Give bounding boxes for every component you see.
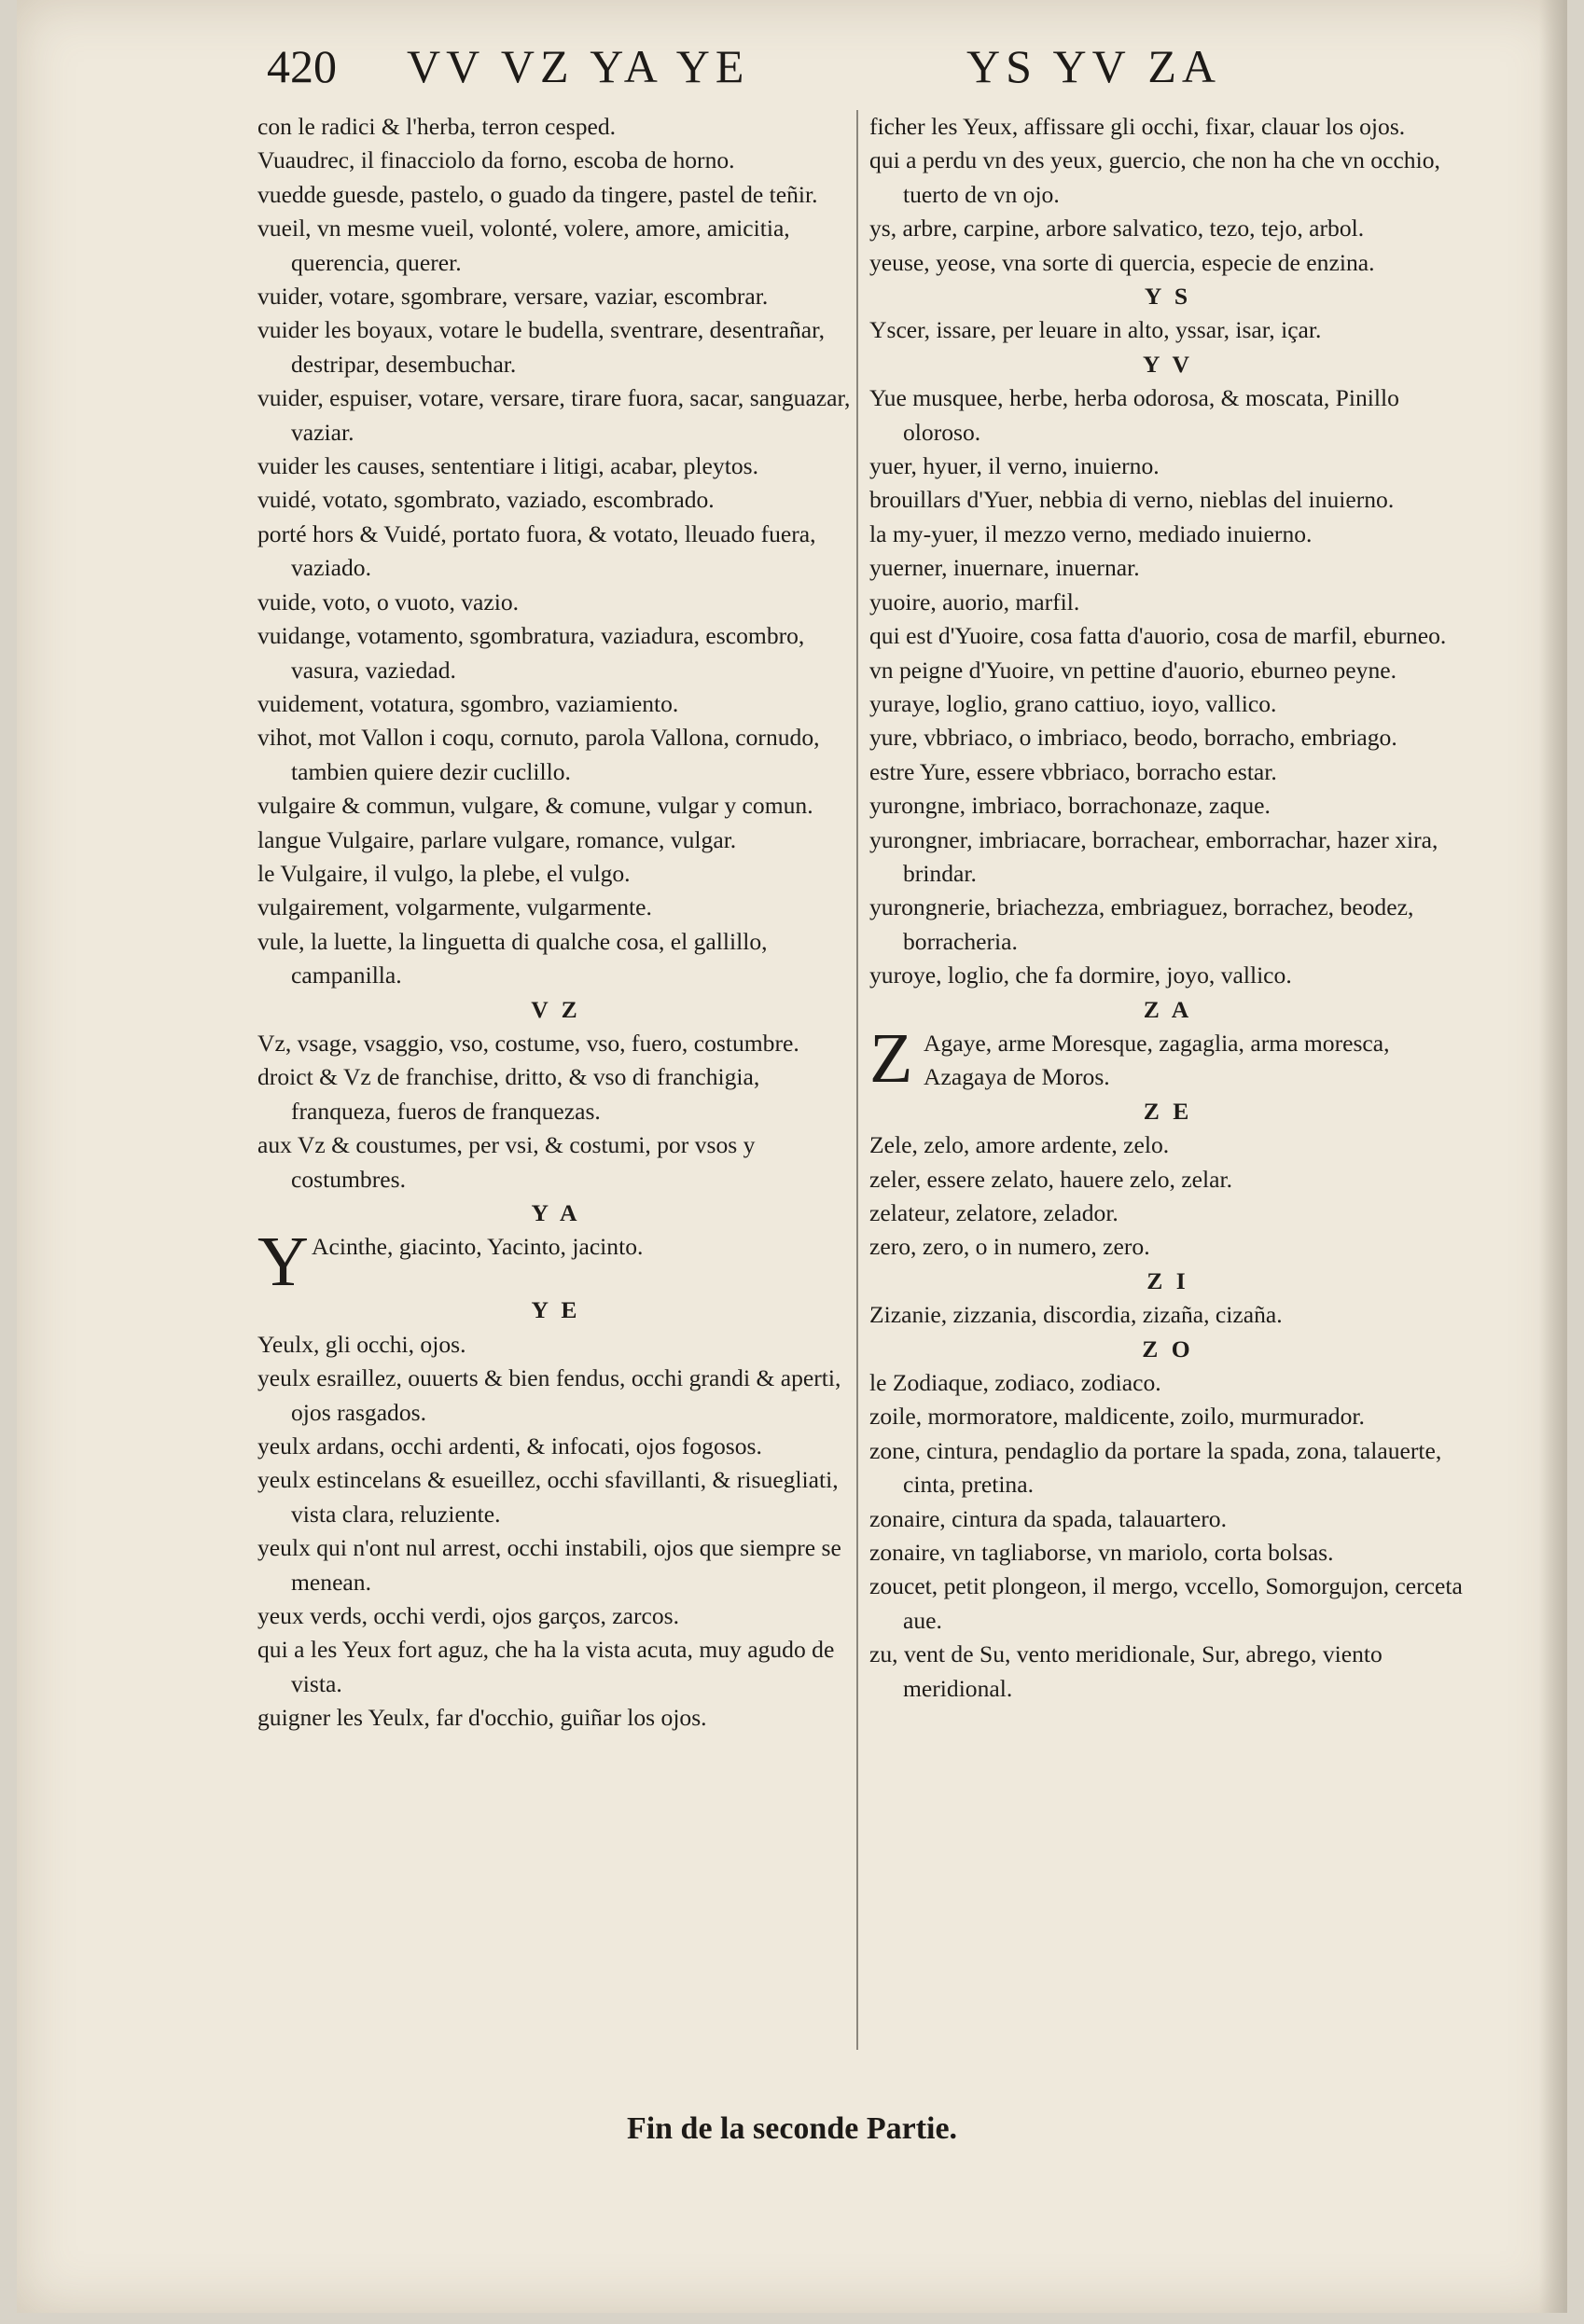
dictionary-entry: Yscer, issare, per leuare in alto, yssar, isar, içar.: [869, 316, 1322, 344]
dictionary-entry: vuedde guesde, pastelo, o guado da tingere, pastel de teñir.: [257, 180, 818, 208]
dictionary-entry: Agaye, arme Moresque, zagaglia, arma moresca, Azagaya de Moros.: [924, 1029, 1390, 1091]
dictionary-entry: zelateur, zelatore, zelador.: [869, 1199, 1119, 1226]
dictionary-entry: vuider les causes, sententiare i litigi, acabar, pleytos.: [257, 452, 758, 480]
page-header: [267, 39, 1396, 104]
dictionary-entry: Acinthe, giacinto, Yacinto, jacinto.: [312, 1233, 644, 1261]
dictionary-entry: brouillars d'Yuer, nebbia di verno, nieblas del inuierno.: [869, 486, 1395, 514]
dictionary-entry: aux Vz & coustumes, per vsi, & costumi, por vsos y costumbres.: [257, 1131, 756, 1193]
dictionary-entry: Vuaudrec, il finacciolo da forno, escoba de horno.: [257, 146, 735, 174]
dictionary-entry: vihot, mot Vallon i coqu, cornuto, parola Vallona, cornudo, tambien quiere dezir cuclillo.: [257, 724, 820, 785]
dictionary-entry: yeulx ardans, occhi ardenti, & infocati, ojos fogosos.: [257, 1432, 762, 1460]
dictionary-entry: zoile, mormoratore, maldicente, zoilo, murmurador.: [869, 1403, 1365, 1431]
dictionary-entry: le Zodiaque, zodiaco, zodiaco.: [869, 1369, 1161, 1397]
page-number: 420: [267, 40, 337, 92]
dictionary-entry: vuide, voto, o vuoto, vazio.: [257, 588, 520, 616]
dictionary-entry: yuoire, auorio, marfil.: [869, 588, 1080, 616]
ya-drop-entry: [257, 1223, 855, 1302]
dictionary-entry: droict & Vz de franchise, dritto, & vso di franchigia, franqueza, fueros de franquezas.: [257, 1063, 760, 1125]
dictionary-entry: vulgaire & commun, vulgare, & comune, vulgar y comun.: [257, 792, 813, 820]
dictionary-entry: zero, zero, o in numero, zero.: [869, 1233, 1150, 1261]
dictionary-entry: yurongnerie, briachezza, embriaguez, borrachez, beodez, borracheria.: [869, 893, 1414, 955]
dictionary-entry: con le radici & l'herba, terron cesped.: [257, 113, 617, 140]
section-heading-zo: Z O: [1142, 1335, 1194, 1363]
section-heading-ye: Y E: [531, 1296, 581, 1324]
dictionary-entry: vuider, espuiser, votare, versare, tirare fuora, sacar, sanguazar, vaziar.: [257, 384, 851, 446]
dictionary-entry: ficher les Yeux, affissare gli occhi, fixar, clauar los ojos.: [869, 113, 1406, 140]
dictionary-entry: Yeulx, gli occhi, ojos.: [257, 1330, 466, 1358]
section-heading-za: Z A: [1143, 995, 1193, 1023]
dictionary-entry: vueil, vn mesme vueil, volonté, volere, amore, amicitia, querencia, querer.: [257, 214, 790, 276]
vv-entries: [257, 110, 855, 993]
column-divider: [856, 110, 858, 2050]
dictionary-entry: vuider, votare, sgombrare, versare, vaziar, escombrar.: [257, 283, 769, 311]
left-column: [257, 110, 855, 1736]
dictionary-entry: yuroye, loglio, che fa dormire, joyo, vallico.: [869, 961, 1292, 989]
dictionary-entry: zu, vent de Su, vento meridionale, Sur, abrego, viento meridional.: [869, 1640, 1383, 1702]
dictionary-entry: Zizanie, zizzania, discordia, zizaña, cizaña.: [869, 1301, 1283, 1329]
section-heading-vz: V Z: [531, 995, 581, 1023]
dictionary-entry: qui est d'Yuoire, cosa fatta d'auorio, cosa de marfil, eburneo.: [869, 622, 1447, 650]
dictionary-entry: vuidange, votamento, sgombratura, vaziadura, escombro, vasura, vaziedad.: [257, 622, 805, 684]
dictionary-entry: estre Yure, essere vbbriaco, borracho estar.: [869, 757, 1277, 785]
right-running-head: YS YV ZA: [966, 40, 1222, 92]
dictionary-entry: zoucet, petit plongeon, il mergo, vccello, Somorgujon, cerceta aue.: [869, 1572, 1463, 1634]
dictionary-entry: qui a les Yeux fort aguz, che ha la vista acuta, muy agudo de vista.: [257, 1636, 835, 1697]
drop-cap-y: Y: [257, 1223, 309, 1302]
dictionary-entry: yuraye, loglio, grano cattiuo, ioyo, vallico.: [869, 689, 1277, 717]
dictionary-entry: Vz, vsage, vsaggio, vso, costume, vso, fuero, costumbre.: [257, 1029, 799, 1057]
dictionary-entry: zeler, essere zelato, hauere zelo, zelar.: [869, 1165, 1233, 1193]
dictionary-entry: yeuse, yeose, vna sorte di quercia, especie de enzina.: [869, 248, 1375, 276]
dictionary-entry: yurongne, imbriaco, borrachonaze, zaque.: [869, 792, 1271, 820]
drop-cap-z: Z: [869, 1018, 913, 1098]
dictionary-entry: Yue musquee, herbe, herba odorosa, & moscata, Pinillo oloroso.: [869, 384, 1399, 446]
dictionary-entry: guigner les Yeulx, far d'occhio, guiñar los ojos.: [257, 1704, 707, 1732]
page-edge-shadow: [1539, 0, 1567, 2313]
dictionary-entry: zonaire, vn tagliaborse, vn mariolo, corta bolsas.: [869, 1539, 1334, 1567]
dictionary-entry: qui a perdu vn des yeux, guercio, che non ha che vn occhio, tuerto de vn ojo.: [869, 146, 1440, 208]
section-heading-zi: Z I: [1146, 1266, 1189, 1294]
dictionary-entry: yuer, hyuer, il verno, inuierno.: [869, 452, 1160, 480]
zo-entries: [869, 1366, 1466, 1706]
dictionary-entry: vn peigne d'Yuoire, vn pettine d'auorio, eburneo peyne.: [869, 656, 1397, 684]
vz-entries: [257, 1027, 855, 1197]
dictionary-entry: ys, arbre, carpine, arbore salvatico, tezo, tejo, arbol.: [869, 214, 1365, 242]
section-heading-ze: Z E: [1143, 1097, 1193, 1125]
dictionary-entry: porté hors & Vuidé, portato fuora, & votato, lleuado fuera, vaziado.: [257, 519, 816, 582]
dictionary-entry: le Vulgaire, il vulgo, la plebe, el vulgo.: [257, 859, 631, 887]
dictionary-entry: vuidement, votatura, sgombro, vaziamiento.: [257, 689, 679, 717]
right-column: [869, 110, 1466, 1706]
footer-colophon: Fin de la seconde Partie.: [626, 2111, 958, 2146]
za-drop-entry: [869, 1018, 1466, 1098]
dictionary-entry: la my-yuer, il mezzo verno, mediado inuierno.: [869, 519, 1313, 547]
dictionary-entry: yeulx estincelans & esueillez, occhi sfavillanti, & risuegliati, vista clara, reluziente.: [257, 1466, 839, 1528]
dictionary-entry: zone, cintura, pendaglio da portare la spada, zona, talauerte, cinta, pretina.: [869, 1436, 1442, 1499]
dictionary-entry: vulgairement, volgarmente, vulgarmente.: [257, 893, 652, 921]
yv-entries: [869, 381, 1466, 992]
dictionary-entry: langue Vulgaire, parlare vulgare, romance, vulgar.: [257, 825, 737, 853]
ze-entries: [869, 1128, 1466, 1265]
dictionary-entry: vuidé, votato, sgombrato, vaziado, escombrado.: [257, 486, 715, 514]
dictionary-entry: vule, la luette, la linguetta di qualche cosa, el gallillo, campanilla.: [257, 927, 768, 989]
dictionary-entry: yeulx esraillez, ouuerts & bien fendus, occhi grandi & aperti, ojos rasgados.: [257, 1364, 841, 1426]
dictionary-entry: yeulx qui n'ont nul arrest, occhi instabili, ojos que siempre se menean.: [257, 1534, 841, 1596]
dictionary-entry: yuerner, inuernare, inuernar.: [869, 554, 1140, 582]
dictionary-entry: yeux verds, occhi verdi, ojos garços, zarcos.: [257, 1602, 680, 1630]
dictionary-entry: Zele, zelo, amore ardente, zelo.: [869, 1131, 1170, 1159]
section-heading-yv: Y V: [1143, 350, 1193, 378]
dictionary-entry: yurongner, imbriacare, borrachear, emborrachar, hazer xira, brindar.: [869, 825, 1438, 887]
section-heading-ys: Y S: [1144, 283, 1192, 311]
ye-continued-entries: [869, 110, 1466, 280]
ye-entries: [257, 1328, 855, 1736]
dictionary-entry: zonaire, cintura da spada, talauartero.: [869, 1504, 1227, 1532]
section-heading-ya: Y A: [531, 1199, 581, 1226]
dictionary-entry: vuider les boyaux, votare le budella, sventrare, desentrañar, destripar, desembuchar.: [257, 316, 826, 378]
book-page: [17, 0, 1567, 2313]
dictionary-entry: yure, vbbriaco, o imbriaco, beodo, borracho, embriago.: [869, 724, 1397, 752]
left-running-head: VV VZ YA YE: [407, 40, 750, 92]
